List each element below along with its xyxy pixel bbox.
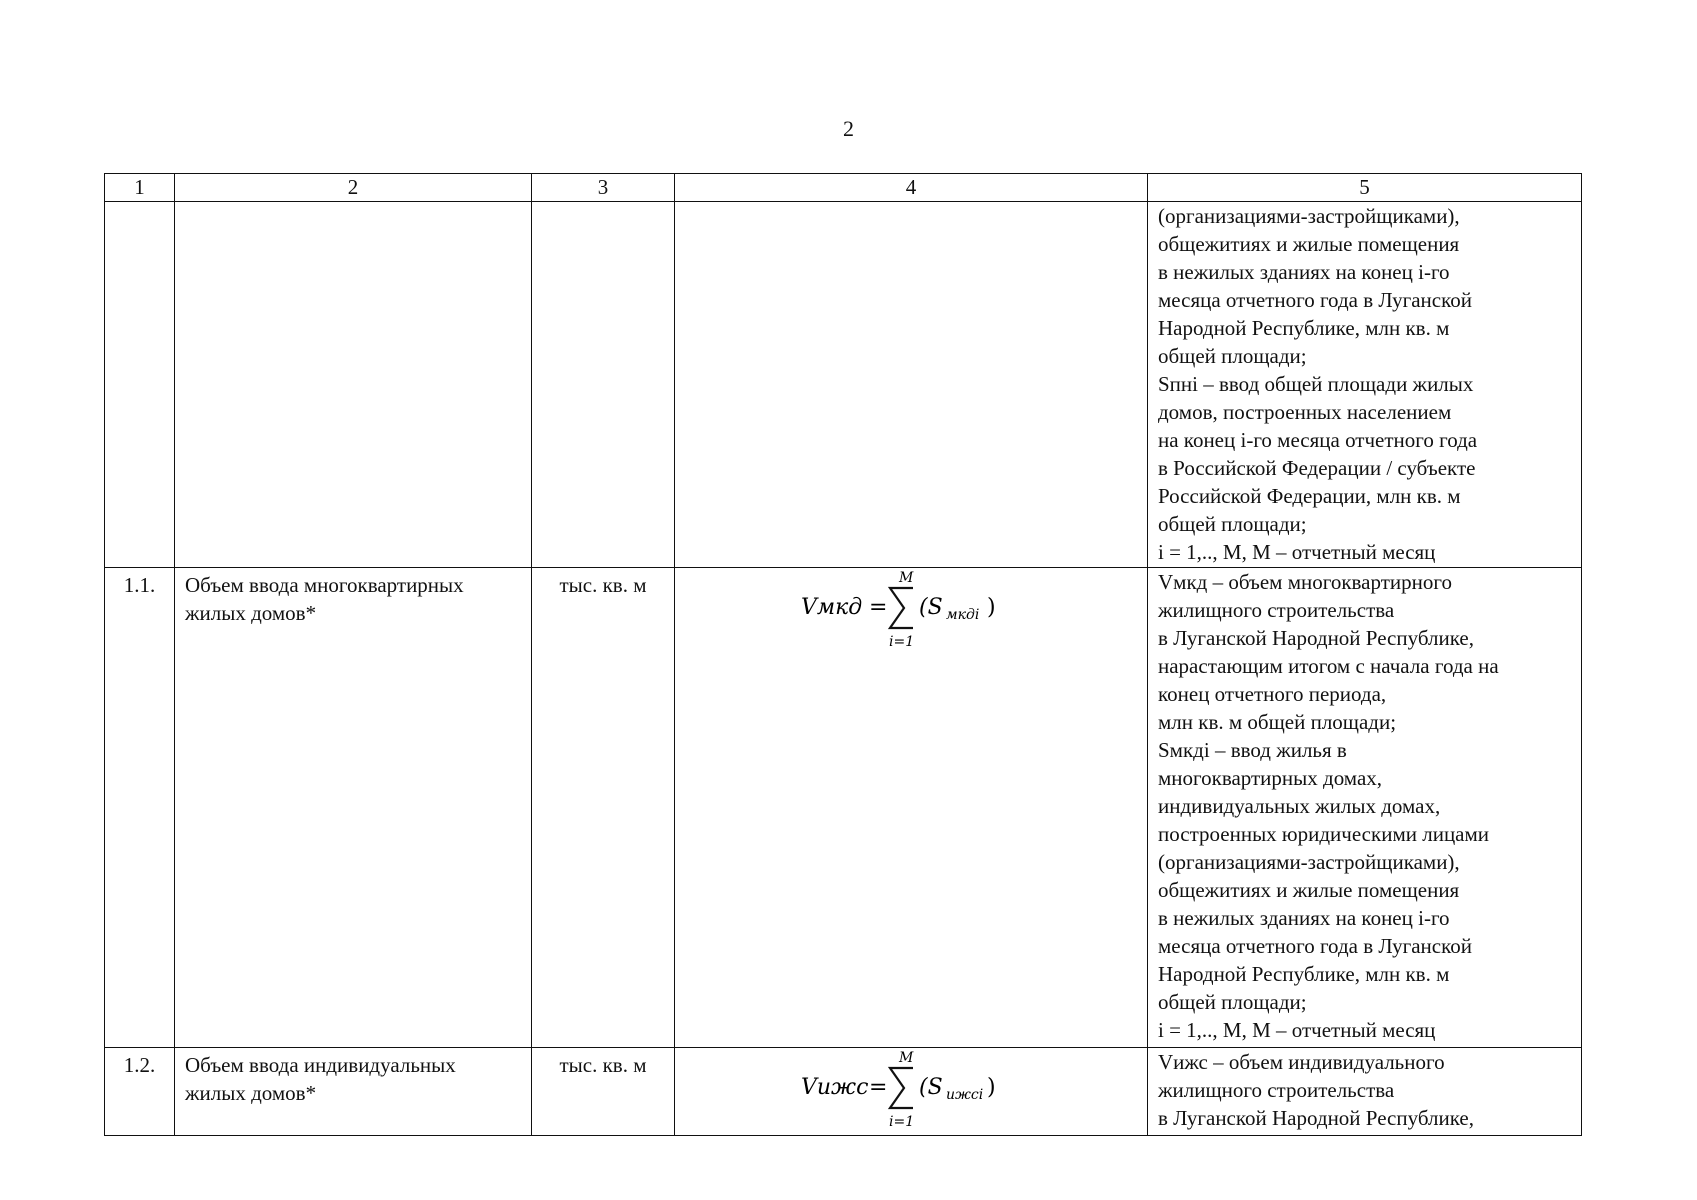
formula-cell — [675, 1048, 1148, 1136]
description-line: общежитиях и жилые помещения — [1158, 232, 1460, 256]
header-cell: 3 — [532, 174, 675, 202]
description-line: в Луганской Народной Республике, — [1158, 626, 1474, 650]
description-line: индивидуальных жилых домах, — [1158, 794, 1441, 818]
description-line: Sпнi – ввод общей площади жилых — [1158, 372, 1474, 396]
description-line: Vмкд – объем многоквартирного — [1158, 570, 1452, 594]
header-cell: 5 — [1148, 174, 1582, 202]
indicator-name — [175, 1048, 532, 1136]
sum-lower-limit: i=1 — [889, 1114, 915, 1130]
description-line: общей площади; — [1158, 344, 1307, 368]
formula-equals: = — [869, 1075, 888, 1100]
name-line: жилых домов* — [185, 601, 317, 625]
description-line: на конец i-го месяца отчетного года — [1158, 428, 1478, 452]
description-line: в нежилых зданиях на конец i-го — [1158, 260, 1450, 284]
description-line: i = 1,.., M, M – отчетный месяц — [1158, 540, 1436, 564]
description-line: жилищного строительства — [1158, 598, 1395, 622]
formula-cell — [675, 568, 1148, 1048]
description-line: Vижс – объем индивидуального — [1158, 1050, 1445, 1074]
row-number: 1.2. — [105, 1048, 175, 1136]
name-line: жилых домов* — [185, 1081, 317, 1105]
description-line: i = 1,.., M, M – отчетный месяц — [1158, 1018, 1436, 1042]
description-line: в Российской Федерации / субъекте — [1158, 456, 1476, 480]
indicator-name — [175, 568, 532, 1048]
description-line: общей площади; — [1158, 990, 1307, 1014]
description-line: месяца отчетного года в Луганской — [1158, 288, 1472, 312]
unit — [532, 202, 675, 568]
description-line: жилищного строительства — [1158, 1078, 1395, 1102]
description-line: общежитиях и жилые помещения — [1158, 878, 1460, 902]
formula-term: (S — [919, 595, 943, 620]
description-line: (организациями-застройщиками), — [1158, 204, 1460, 228]
name-line: Объем ввода многоквартирных — [185, 573, 464, 597]
header-cell: 2 — [175, 174, 532, 202]
description-line: в нежилых зданиях на конец i-го — [1158, 906, 1450, 930]
description-line: многоквартирных домах, — [1158, 766, 1383, 790]
description-line: в Луганской Народной Республике, — [1158, 1106, 1474, 1130]
sum-lower-limit: i=1 — [889, 634, 915, 650]
indicator-name — [175, 202, 532, 568]
description-line: млн кв. м общей площади; — [1158, 710, 1397, 734]
formula-lhs: Vижс — [801, 1075, 869, 1100]
table-row — [105, 202, 1582, 568]
description-line: построенных юридическими лицами — [1158, 822, 1490, 846]
formula-term: (S — [919, 1075, 943, 1100]
formula-cell — [675, 202, 1148, 568]
description-line: Sмкдi – ввод жилья в — [1158, 738, 1347, 762]
sum-upper-limit: M — [899, 570, 914, 586]
table-header-row — [105, 174, 1582, 202]
description — [1148, 202, 1582, 568]
formula — [675, 568, 1147, 652]
description-line: Народной Республике, млн кв. м — [1158, 316, 1450, 340]
header-cell: 1 — [105, 174, 175, 202]
table-row — [105, 568, 1582, 1048]
unit: тыс. кв. м — [532, 1048, 675, 1136]
description-line: домов, построенных населением — [1158, 400, 1452, 424]
description-line: Народной Республике, млн кв. м — [1158, 962, 1450, 986]
sum-upper-limit: M — [899, 1050, 914, 1066]
page-number: 2 — [843, 116, 854, 141]
description-line: Российской Федерации, млн кв. м — [1158, 484, 1461, 508]
description — [1148, 1048, 1582, 1136]
description-line: конец отчетного периода, — [1158, 682, 1387, 706]
row-number: 1.1. — [105, 568, 175, 1048]
description-line: месяца отчетного года в Луганской — [1158, 934, 1472, 958]
header-cell: 4 — [675, 174, 1148, 202]
table-row — [105, 1048, 1582, 1136]
formula-equals: = — [869, 595, 888, 620]
formula-term-subscript: ижсi — [946, 1087, 984, 1103]
indicator-table — [104, 173, 1582, 1136]
row-number — [105, 202, 175, 568]
formula-close-paren: ) — [987, 1075, 996, 1100]
formula-lhs: Vмкд — [801, 595, 863, 620]
formula-close-paren: ) — [987, 595, 996, 620]
description — [1148, 568, 1582, 1048]
description-line: общей площади; — [1158, 512, 1307, 536]
sum-sign-icon — [890, 1068, 913, 1108]
unit: тыс. кв. м — [532, 568, 675, 1048]
formula-term-subscript: мкдi — [946, 607, 980, 623]
name-line: Объем ввода индивидуальных — [185, 1053, 456, 1077]
description-line: (организациями-застройщиками), — [1158, 850, 1460, 874]
sum-sign-icon — [890, 588, 913, 628]
description-line: нарастающим итогом с начала года на — [1158, 654, 1499, 678]
formula — [675, 1048, 1147, 1132]
